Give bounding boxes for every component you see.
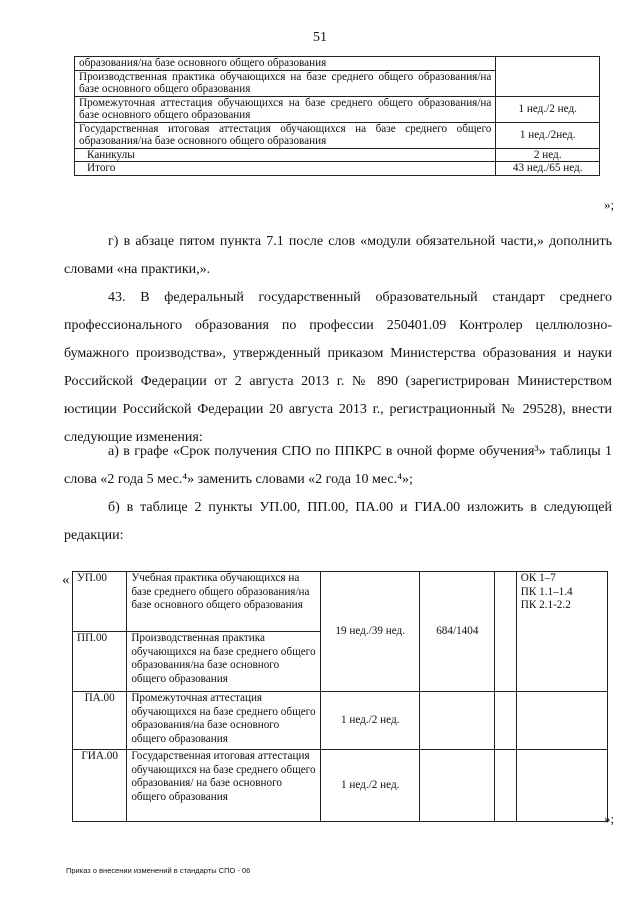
empty-cell bbox=[495, 692, 517, 750]
table-cell: 2 нед. bbox=[496, 148, 600, 162]
table-row bbox=[73, 572, 608, 632]
table-row bbox=[75, 57, 600, 71]
name-cell: Учебная практика обучающихся на базе среднего общего образования/на базе основного общего образования bbox=[127, 572, 321, 632]
code-cell: ПП.00 bbox=[73, 632, 127, 692]
empty-cell bbox=[495, 750, 517, 822]
weeks-cell: 1 нед./2 нед. bbox=[321, 750, 420, 822]
empty-cell bbox=[516, 750, 607, 822]
table-row bbox=[75, 122, 600, 148]
paragraph-text: 43. В федеральный государственный образовательный стандарт среднего профессионального образования по профессии 250401.09 Контролер целлюлозно-бумажного производства», утвержденный приказом Министерства образования и науки Российской Федерации от 2 августа 2013 г. № 890 (зарегистрирован Министерством юстиции Российской Федерации 20 августа 2013 г., регистрационный № 29528), внести следующие изменения: bbox=[64, 290, 612, 445]
paragraph-43 bbox=[64, 284, 612, 452]
paragraph-text: г) в абзаце пятом пункта 7.1 после слов «модули обязательной части,» дополнить словами «на практики,». bbox=[64, 234, 612, 277]
table-cell: 43 нед./65 нед. bbox=[496, 162, 600, 176]
empty-cell bbox=[420, 692, 495, 750]
hours-table bbox=[74, 56, 600, 176]
paragraph-b bbox=[64, 494, 612, 550]
closing-quote: »; bbox=[604, 197, 615, 212]
competence-item: ПК 1.1–1.4 bbox=[520, 585, 573, 598]
code-cell: ГИА.00 bbox=[73, 750, 127, 822]
table-cell bbox=[496, 57, 600, 97]
hours-cell: 684/1404 bbox=[420, 572, 495, 692]
weeks-cell: 1 нед./2 нед. bbox=[321, 692, 420, 750]
table-row bbox=[75, 148, 600, 162]
closing-quote: »; bbox=[604, 811, 615, 826]
table-cell: Каникулы bbox=[75, 148, 496, 162]
table-cell: 1 нед./2нед. bbox=[496, 122, 600, 148]
table-row bbox=[73, 692, 608, 750]
empty-cell bbox=[495, 572, 517, 692]
table-row bbox=[73, 750, 608, 822]
table-cell: 1 нед./2 нед. bbox=[496, 96, 600, 122]
weeks-cell: 19 нед./39 нед. bbox=[321, 572, 420, 692]
name-cell: Промежуточная аттестация обучающихся на базе среднего общего образования/на базе основного общего образования bbox=[127, 692, 321, 750]
table-cell: образования/на базе основного общего образования bbox=[75, 57, 496, 71]
curriculum-table bbox=[72, 571, 608, 822]
competence-item: ПК 2.1-2.2 bbox=[520, 599, 571, 611]
code-cell: УП.00 bbox=[73, 572, 127, 632]
table-cell: Промежуточная аттестация обучающихся на базе среднего общего образования/на базе основного общего образования bbox=[75, 96, 496, 122]
table-row bbox=[75, 96, 600, 122]
footer-note: Приказ о внесении изменений в стандарты СПО - 06 bbox=[66, 866, 251, 875]
competence-item: ОК 1–7 bbox=[520, 572, 556, 584]
table-row bbox=[75, 162, 600, 176]
code-cell: ПА.00 bbox=[73, 692, 127, 750]
name-cell: Производственная практика обучающихся на базе среднего общего образования/на базе основного общего образования bbox=[127, 632, 321, 692]
table-cell: Государственная итоговая аттестация обучающихся на базе среднего общего образования/на базе основного общего образования bbox=[75, 122, 496, 148]
table-cell: Итого bbox=[75, 162, 496, 176]
paragraph-text: а) в графе «Срок получения СПО по ППКРС в очной форме обучения³» таблицы 1 слова «2 года 5 мес.⁴» заменить словами «2 года 10 мес.⁴»; bbox=[64, 444, 612, 487]
paragraph-g bbox=[64, 228, 612, 284]
competence-cell bbox=[516, 572, 607, 692]
opening-quote: « bbox=[62, 572, 70, 588]
paragraph-a bbox=[64, 438, 612, 494]
name-cell: Государственная итоговая аттестация обучающихся на базе среднего общего образования/ на базе основного общего образования bbox=[127, 750, 321, 822]
empty-cell bbox=[516, 692, 607, 750]
table-cell: Производственная практика обучающихся на базе среднего общего образования/на базе основного общего образования bbox=[75, 70, 496, 96]
paragraph-text: б) в таблице 2 пункты УП.00, ПП.00, ПА.00 и ГИА.00 изложить в следующей редакции: bbox=[64, 500, 612, 543]
page-number: 51 bbox=[313, 30, 327, 45]
empty-cell bbox=[420, 750, 495, 822]
